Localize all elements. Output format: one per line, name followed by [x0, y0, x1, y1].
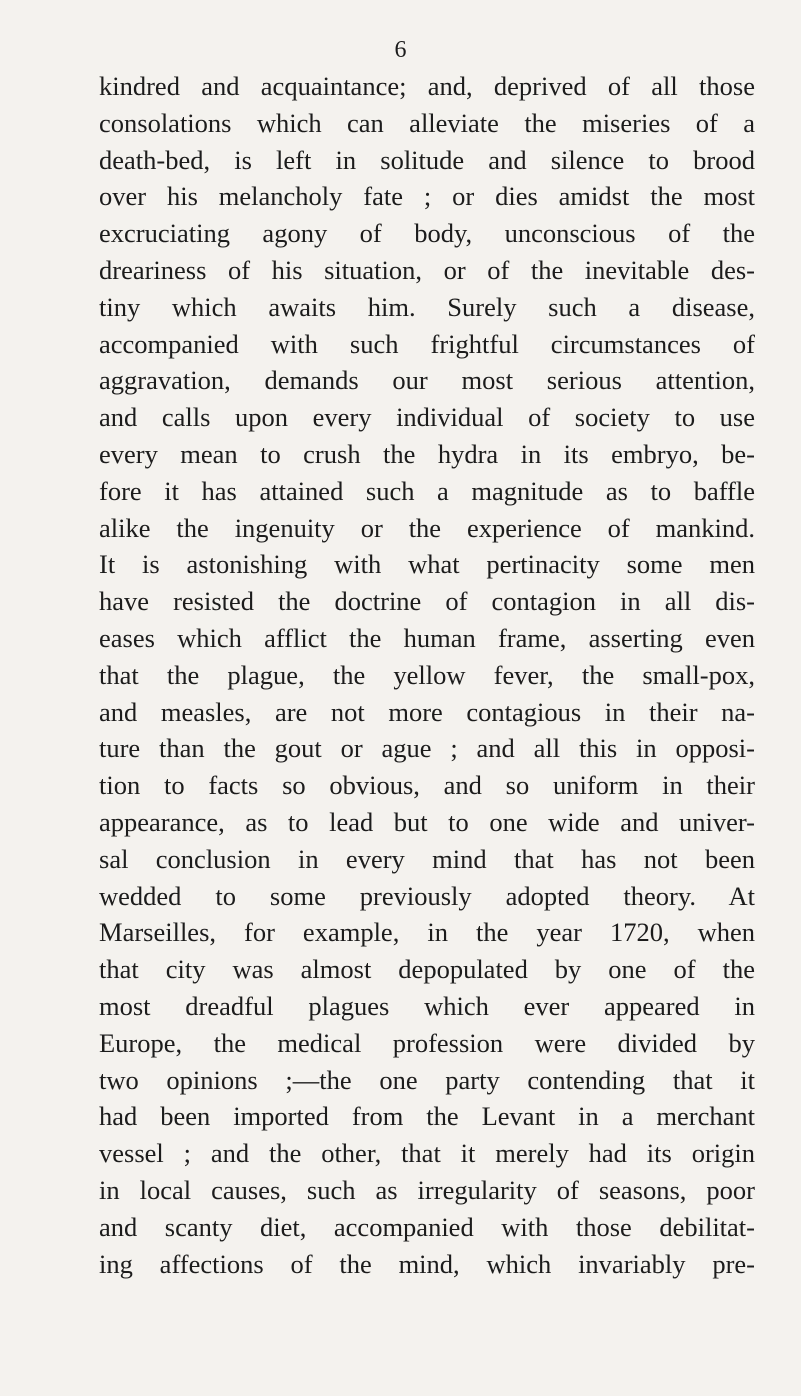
- text-line: ing affections of the mind, which invariably pre-: [99, 1248, 755, 1279]
- text-line: that city was almost depopulated by one of the: [99, 954, 755, 985]
- page-number: 6: [394, 37, 407, 63]
- text-line: every mean to crush the hydra in its embryo, be-: [99, 438, 755, 469]
- text-line: over his melancholy fate ; or dies amidst the most: [99, 181, 755, 212]
- text-line: in local causes, such as irregularity of seasons, poor: [99, 1174, 755, 1205]
- text-line: that the plague, the yellow fever, the small-pox,: [99, 659, 755, 690]
- text-line: and measles, are not more contagious in their na-: [99, 696, 755, 727]
- text-line: Marseilles, for example, in the year 1720, when: [99, 917, 755, 948]
- text-line: most dreadful plagues which ever appeared in: [99, 990, 755, 1021]
- text-line: It is astonishing with what pertinacity some men: [99, 549, 755, 580]
- text-line: Europe, the medical profession were divided by: [99, 1027, 755, 1058]
- text-line: wedded to some previously adopted theory. At: [99, 880, 755, 911]
- text-line: excruciating agony of body, unconscious of the: [99, 218, 755, 249]
- text-line: and scanty diet, accompanied with those debilitat-: [99, 1211, 755, 1242]
- text-line: accompanied with such frightful circumstances of: [99, 328, 755, 359]
- text-line: alike the ingenuity or the experience of mankind.: [99, 512, 755, 543]
- text-line: death-bed, is left in solitude and silence to brood: [99, 144, 755, 175]
- text-line: appearance, as to lead but to one wide and univer-: [99, 806, 755, 837]
- text-line: ture than the gout or ague ; and all this in opposi-: [99, 733, 755, 764]
- text-line: vessel ; and the other, that it merely had its origin: [99, 1138, 755, 1169]
- text-line: consolations which can alleviate the miseries of a: [99, 107, 755, 138]
- text-line: and calls upon every individual of society to use: [99, 402, 755, 433]
- text-line: fore it has attained such a magnitude as to baffle: [99, 475, 755, 506]
- text-line: aggravation, demands our most serious attention,: [99, 365, 755, 396]
- text-line: have resisted the doctrine of contagion in all dis-: [99, 586, 755, 617]
- text-line: tion to facts so obvious, and so uniform in their: [99, 770, 755, 801]
- text-line: kindred and acquaintance; and, deprived of all those: [99, 71, 755, 101]
- text-line: sal conclusion in every mind that has not been: [99, 843, 755, 874]
- text-line: tiny which awaits him. Surely such a disease,: [99, 291, 755, 322]
- body-text: [99, 68, 755, 1282]
- text-line: two opinions ;—the one party contending that it: [99, 1064, 755, 1095]
- text-line: had been imported from the Levant in a merchant: [99, 1101, 755, 1132]
- text-line: dreariness of his situation, or of the inevitable des-: [99, 254, 755, 285]
- text-line: eases which afflict the human frame, asserting even: [99, 622, 755, 653]
